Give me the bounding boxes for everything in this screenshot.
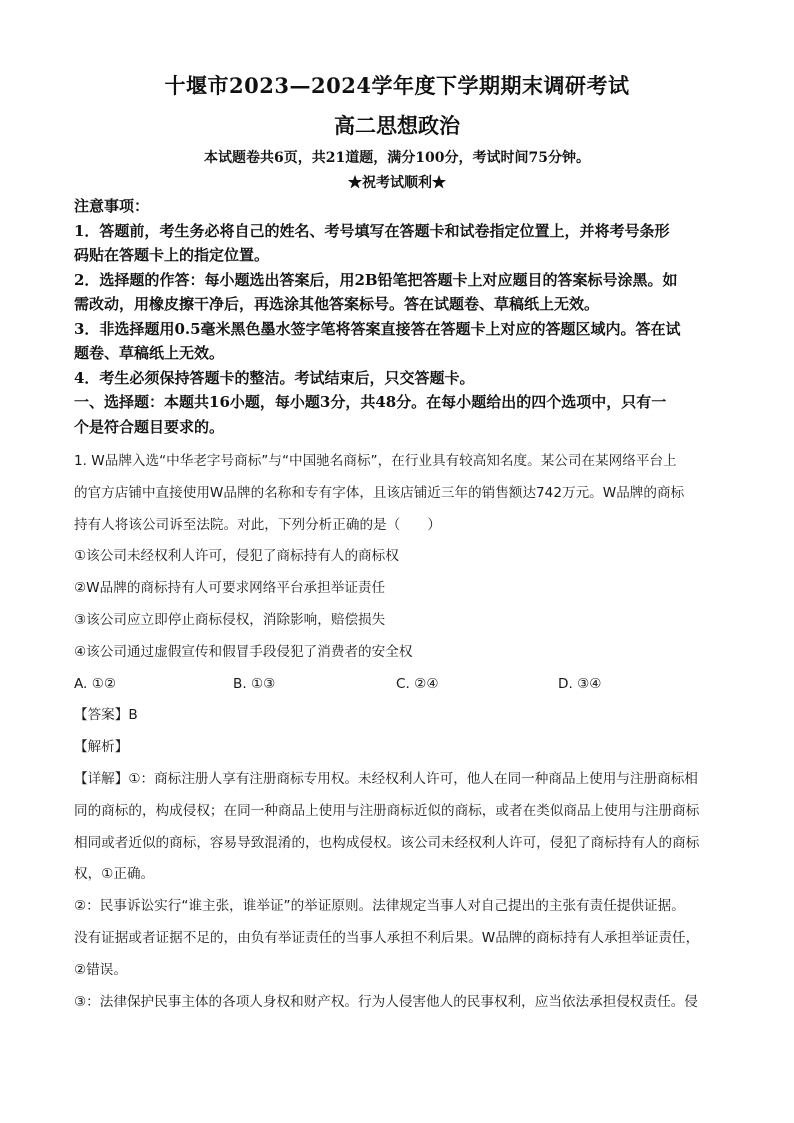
statement-3: ③该公司应立即停止商标侵权，消除影响，赔偿损失 (74, 611, 386, 628)
notes-section (74, 194, 722, 439)
explanation-line: 【详解】①：商标注册人享有注册商标专用权。未经权利人许可，他人在同一种商品上使用与注册商标相 (74, 770, 698, 787)
notes-line: 需改动，用橡皮擦干净后，再选涂其他答案标号。答在试题卷、草稿纸上无效。 (74, 295, 600, 313)
question-stem-line: 持有人将该公司诉至法院。对此，下列分析正确的是（ ） (74, 516, 442, 533)
exam-blessing: ★祝考试顺利★ (348, 175, 446, 191)
explanation-line: 同的商标的，构成侵权；在同一种商品上使用与注册商标近似的商标，或者在类似商品上使用与注册商标 (74, 802, 700, 819)
section-heading: 个是符合题目要求的。 (74, 417, 225, 436)
option-d: D. ③④ (558, 675, 602, 692)
notes-line: 1．答题前，考生务必将自己的姓名、考号填写在答题卡和试卷指定位置上，并将考号条形 (74, 221, 670, 240)
question-stem-line: 的官方店铺中直接使用W品牌的名称和专有字体，且该店铺近三年的销售额达742万元。W品牌的商标 (74, 484, 685, 501)
option-a: A. ①② (74, 675, 117, 692)
question-stem-line: 1. W品牌入选“中华老字号商标”与“中国驰名商标”，在行业具有较高知名度。某公司在某网络平台上 (74, 453, 677, 469)
statement-1: ①该公司未经权利人许可，侵犯了商标持有人的商标权 (74, 548, 399, 565)
question-1 (74, 446, 722, 1018)
notes-line: 题卷、草稿纸上无效。 (74, 344, 225, 362)
option-b: B. ①③ (233, 675, 276, 692)
explanation-line: 相同或者近似的商标，容易导致混淆的，也构成侵权。该公司未经权利人许可，侵犯了商标持有人的商标 (74, 834, 700, 851)
statement-4: ④该公司通过虚假宣传和假冒手段侵犯了消费者的安全权 (74, 643, 413, 660)
analysis-label: 【解析】 (74, 739, 129, 756)
notes-line: 3．非选择题用0.5毫米黑色墨水签字笔将答案直接答在答题卡上对应的答题区域内。答在试 (74, 319, 681, 338)
options-row (74, 669, 722, 701)
exam-title: 十堰市2023—2024学年度下学期期末调研考试 (164, 73, 630, 98)
explanation-line: ②：民事诉讼实行“谁主张，谁举证”的举证原则。法律规定当事人对自己提出的主张有责任提供证据。 (74, 898, 685, 915)
notes-heading: 注意事项： (74, 197, 150, 215)
explanation-line: 没有证据或者证据不足的，由负有举证责任的当事人承担不利后果。W品牌的商标持有人承担举证责任， (74, 929, 700, 946)
exam-info: 本试题卷共6页，共21道题，满分100分，考试时间75分钟。 (204, 150, 590, 166)
explanation-line: 权，①正确。 (74, 866, 155, 883)
notes-line: 4．考生必须保持答题卡的整洁。考试结束后，只交答题卡。 (74, 368, 475, 387)
exam-subject: 高二思想政治 (334, 113, 460, 138)
statement-2: ②W品牌的商标持有人可要求网络平台承担举证责任 (74, 580, 386, 597)
answer-label: 【答案】B (74, 707, 138, 724)
notes-line: 2．选择题的作答：每小题选出答案后，用2B铅笔把答题卡上对应题目的答案标号涂黑。如 (74, 270, 678, 289)
section-heading: 一、选择题：本题共16小题，每小题3分，共48分。在每小题给出的四个选项中，只有一 (74, 393, 667, 411)
option-c: C. ②④ (396, 675, 439, 692)
explanation-line: ②错误。 (74, 961, 127, 978)
notes-line: 码贴在答题卡上的指定位置。 (74, 246, 270, 264)
explanation-line: ③：法律保护民事主体的各项人身权和财产权。行为人侵害他人的民事权利，应当依法承担侵权责任。侵 (74, 993, 698, 1010)
